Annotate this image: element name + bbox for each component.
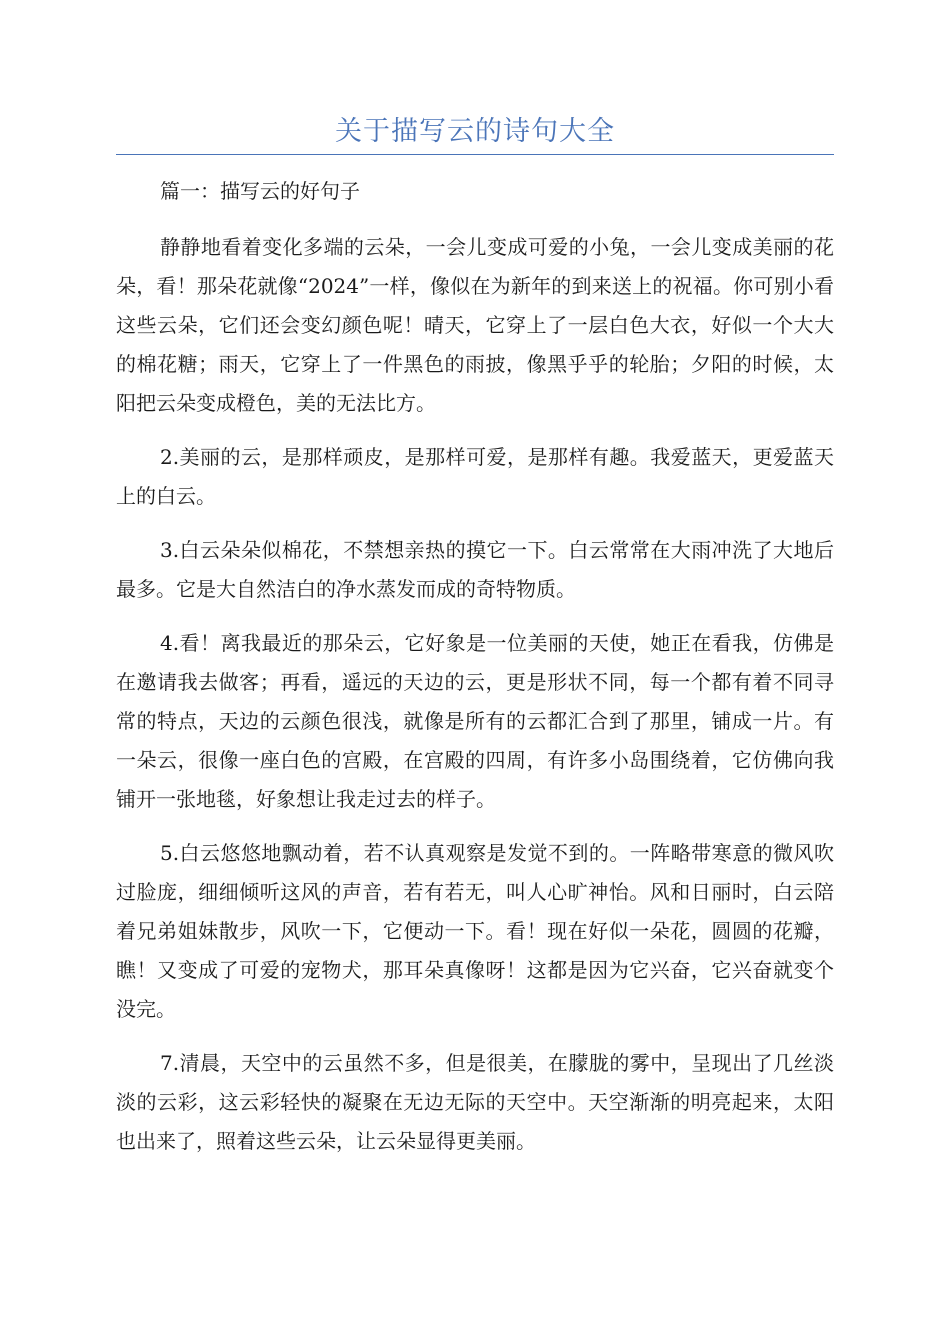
paragraph-4: 4.看！离我最近的那朵云，它好象是一位美丽的天使，她正在看我，仿佛是在邀请我去做客；再看，遥远的天边的云，更是形状不同，每一个都有着不同寻常的特点，天边的云颜色很浅，就像是所有的云都汇合到了那里，铺成一片。有一朵云，很像一座白色的宫殿，在宫殿的四周，有许多小岛围绕着，它仿佛向我铺开一张地毯，好象想让我走过去的样子。 xyxy=(116,631,834,811)
document-body xyxy=(116,172,834,1161)
section-heading: 篇一：描写云的好句子 xyxy=(160,179,360,203)
title-underline xyxy=(116,154,834,155)
paragraph-2: 2.美丽的云，是那样顽皮，是那样可爱，是那样有趣。我爱蓝天，更爱蓝天上的白云。 xyxy=(116,445,834,508)
document-title: 关于描写云的诗句大全 xyxy=(335,116,615,147)
paragraph-3: 3.白云朵朵似棉花，不禁想亲热的摸它一下。白云常常在大雨冲洗了大地后最多。它是大自然洁白的净水蒸发而成的奇特物质。 xyxy=(116,538,834,601)
paragraph-5: 5.白云悠悠地飘动着，若不认真观察是发觉不到的。一阵略带寒意的微风吹过脸庞，细细倾听这风的声音，若有若无，叫人心旷神怡。风和日丽时，白云陪着兄弟姐妹散步，风吹一下，它便动一下。看！现在好似一朵花，圆圆的花瓣，瞧！又变成了可爱的宠物犬，那耳朵真像呀！这都是因为它兴奋，它兴奋就变个没完。 xyxy=(116,841,834,1021)
paragraph-7: 7.清晨，天空中的云虽然不多，但是很美，在朦胧的雾中，呈现出了几丝淡淡的云彩，这云彩轻快的凝聚在无边无际的天空中。天空渐渐的明亮起来，太阳也出来了，照着这些云朵，让云朵显得更美丽。 xyxy=(116,1051,834,1153)
paragraph-1: 静静地看着变化多端的云朵，一会儿变成可爱的小兔，一会儿变成美丽的花朵，看！那朵花就像“2024”一样，像似在为新年的到来送上的祝福。你可别小看这些云朵，它们还会变幻颜色呢！晴天，它穿上了一层白色大衣，好似一个大大的棉花糖；雨天，它穿上了一件黑色的雨披，像黑乎乎的轮胎；夕阳的时候，太阳把云朵变成橙色，美的无法比方。 xyxy=(116,235,834,415)
